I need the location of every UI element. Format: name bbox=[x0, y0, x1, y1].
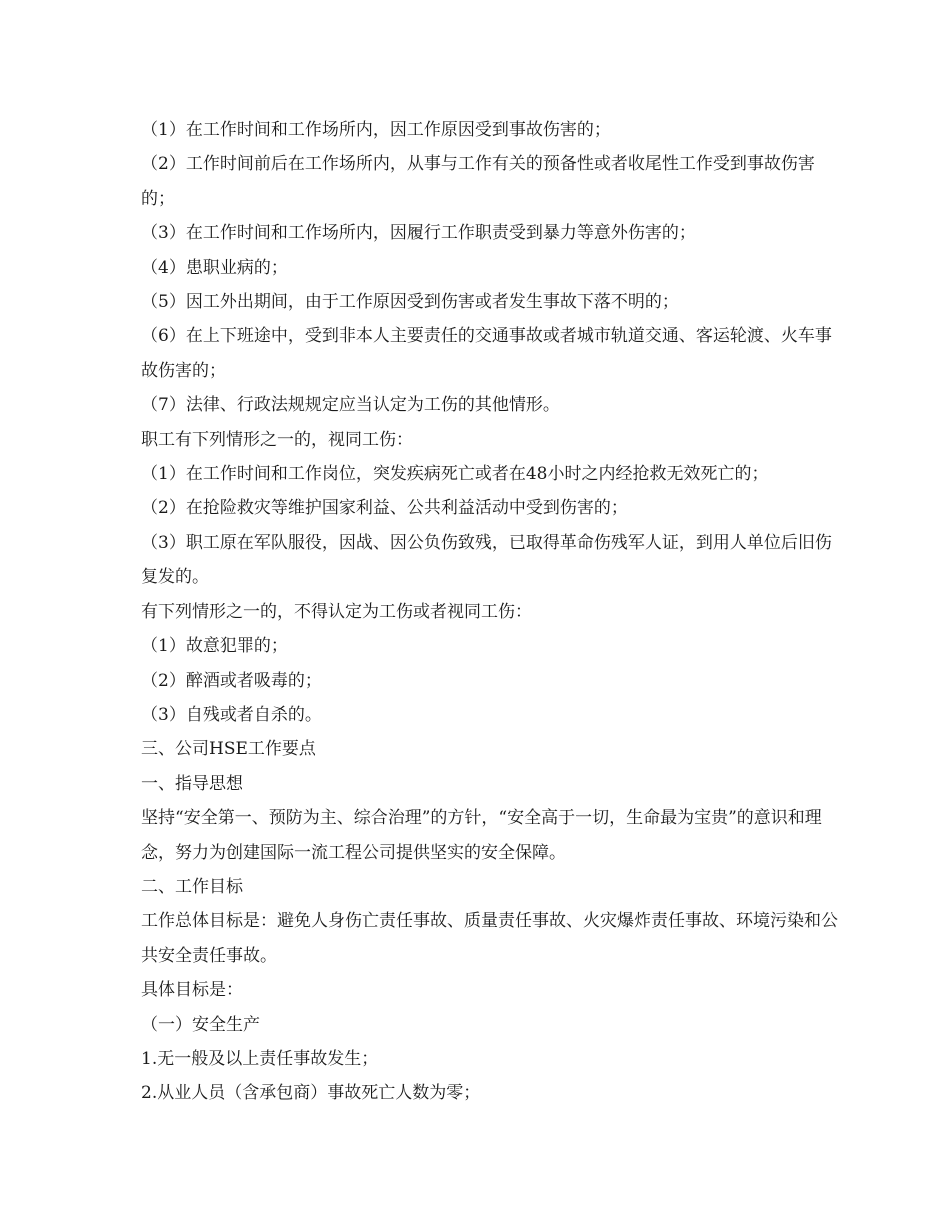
paragraph-14: （2）醉酒或者吸毒的； bbox=[141, 670, 322, 691]
paragraph-3: （3）在工作时间和工作场所内，因履行工作职责受到暴力等意外伤害的； bbox=[141, 223, 696, 244]
subheading-work-goals: 二、工作目标 bbox=[141, 876, 243, 897]
paragraph-15: （3）自残或者自杀的。 bbox=[141, 704, 322, 725]
paragraph-2: （2）工作时间前后在工作场所内，从事与工作有关的预备性或者收尾性工作受到事故伤害的； bbox=[141, 154, 815, 209]
paragraph-21: 具体目标是： bbox=[141, 980, 243, 1001]
subheading-guiding-thought: 一、指导思想 bbox=[141, 773, 243, 794]
document-body bbox=[141, 113, 841, 1111]
paragraph-7: （7）法律、行政法规规定应当认定为工伤的其他情形。 bbox=[141, 395, 560, 416]
subheading-safety-production: （一）安全生产 bbox=[141, 1014, 260, 1035]
paragraph-24: 2.从业人员（含承包商）事故死亡人数为零； bbox=[141, 1083, 481, 1104]
paragraph-6: （6）在上下班途中，受到非本人主要责任的交通事故或者城市轨道交通、客运轮渡、火车事故伤害的； bbox=[141, 326, 832, 381]
section-heading: 三、公司HSE工作要点 bbox=[141, 739, 316, 760]
paragraph-13: （1）故意犯罪的； bbox=[141, 636, 288, 657]
paragraph-1: （1）在工作时间和工作场所内，因工作原因受到事故伤害的； bbox=[141, 120, 611, 140]
paragraph-20: 工作总体目标是：避免人身伤亡责任事故、质量责任事故、火灾爆炸责任事故、环境污染和公共安全责任事故。 bbox=[141, 911, 838, 966]
paragraph-10: （2）在抢险救灾等维护国家利益、公共利益活动中受到伤害的； bbox=[141, 498, 628, 519]
paragraph-12: 有下列情形之一的，不得认定为工伤或者视同工伤： bbox=[141, 601, 532, 622]
paragraph-4: （4）患职业病的； bbox=[141, 257, 288, 278]
paragraph-9: （1）在工作时间和工作岗位，突发疾病死亡或者在48小时之内经抢救无效死亡的； bbox=[141, 464, 769, 485]
paragraph-5: （5）因工外出期间，由于工作原因受到伤害或者发生事故下落不明的； bbox=[141, 292, 679, 313]
paragraph-11: （3）职工原在军队服役，因战、因公负伤致残，已取得革命伤残军人证，到用人单位后旧伤复发的。 bbox=[141, 532, 832, 588]
paragraph-8: 职工有下列情形之一的，视同工伤： bbox=[141, 429, 413, 450]
paragraph-18: 坚持“安全第一、预防为主、综合治理”的方针，“安全高于一切，生命最为宝贵”的意识和理念，努力为创建国际一流工程公司提供坚实的安全保障。 bbox=[141, 808, 822, 863]
paragraph-23: 1.无一般及以上责任事故发生； bbox=[141, 1048, 379, 1069]
